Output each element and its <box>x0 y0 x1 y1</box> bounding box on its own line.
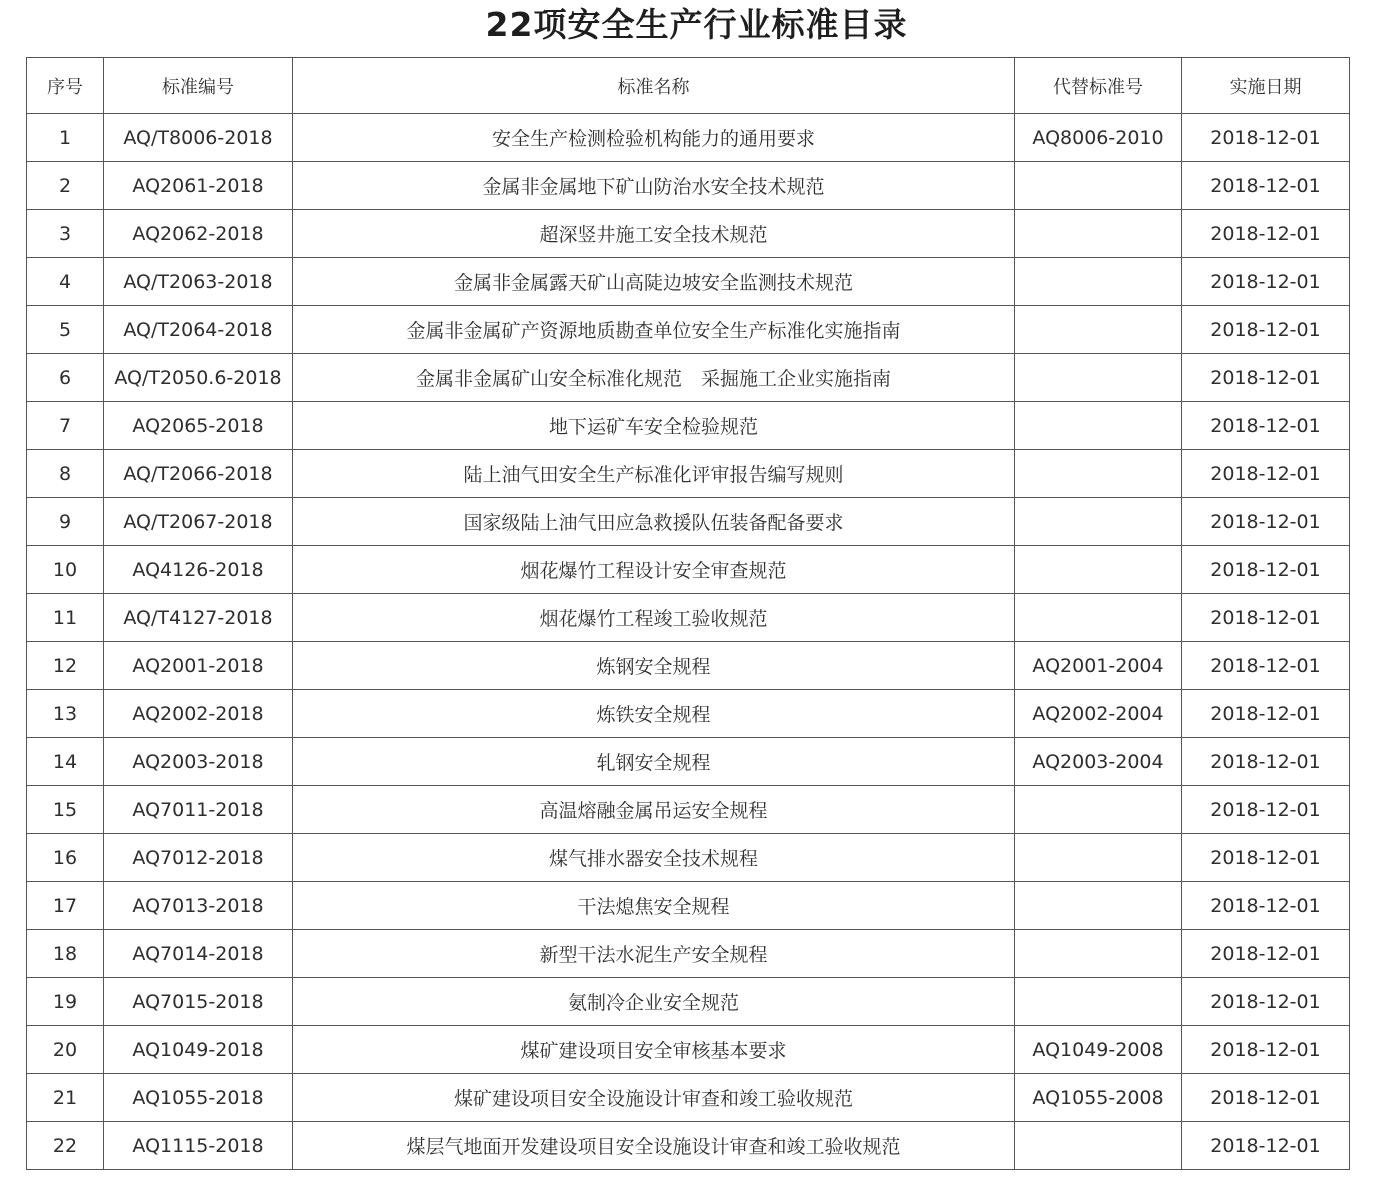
cell-effective-date: 2018-12-01 <box>1182 834 1350 882</box>
cell-standard-number: AQ7014-2018 <box>104 930 293 978</box>
table-row <box>27 882 1350 930</box>
cell-replaced-standard: AQ2003-2004 <box>1015 738 1182 786</box>
cell-effective-date: 2018-12-01 <box>1182 1122 1350 1170</box>
cell-effective-date: 2018-12-01 <box>1182 690 1350 738</box>
cell-standard-number: AQ2003-2018 <box>104 738 293 786</box>
table-row <box>27 642 1350 690</box>
cell-effective-date: 2018-12-01 <box>1182 546 1350 594</box>
cell-standard-number: AQ/T8006-2018 <box>104 114 293 162</box>
cell-standard-number: AQ/T2063-2018 <box>104 258 293 306</box>
cell-replaced-standard <box>1015 834 1182 882</box>
header-replaced-standard: 代替标准号 <box>1015 58 1182 114</box>
cell-standard-name: 超深竖井施工安全技术规范 <box>293 210 1015 258</box>
cell-effective-date: 2018-12-01 <box>1182 882 1350 930</box>
cell-replaced-standard <box>1015 594 1182 642</box>
cell-index: 2 <box>27 162 104 210</box>
cell-replaced-standard: AQ2002-2004 <box>1015 690 1182 738</box>
cell-index: 16 <box>27 834 104 882</box>
cell-index: 13 <box>27 690 104 738</box>
cell-index: 20 <box>27 1026 104 1074</box>
cell-standard-name: 金属非金属地下矿山防治水安全技术规范 <box>293 162 1015 210</box>
table-row <box>27 546 1350 594</box>
cell-standard-number: AQ2065-2018 <box>104 402 293 450</box>
table-row <box>27 498 1350 546</box>
cell-standard-number: AQ2062-2018 <box>104 210 293 258</box>
cell-replaced-standard: AQ1049-2008 <box>1015 1026 1182 1074</box>
cell-standard-name: 高温熔融金属吊运安全规程 <box>293 786 1015 834</box>
cell-standard-name: 炼铁安全规程 <box>293 690 1015 738</box>
cell-standard-number: AQ7011-2018 <box>104 786 293 834</box>
page-title: 22项安全生产行业标准目录 <box>485 5 908 44</box>
table-row <box>27 930 1350 978</box>
table-row <box>27 690 1350 738</box>
table-row <box>27 162 1350 210</box>
cell-replaced-standard <box>1015 162 1182 210</box>
cell-standard-name: 煤气排水器安全技术规程 <box>293 834 1015 882</box>
cell-index: 5 <box>27 306 104 354</box>
table-row <box>27 450 1350 498</box>
cell-standard-number: AQ1049-2018 <box>104 1026 293 1074</box>
cell-standard-number: AQ2001-2018 <box>104 642 293 690</box>
table-row <box>27 402 1350 450</box>
cell-effective-date: 2018-12-01 <box>1182 162 1350 210</box>
table-row <box>27 114 1350 162</box>
cell-replaced-standard <box>1015 306 1182 354</box>
header-standard-number: 标准编号 <box>104 58 293 114</box>
cell-effective-date: 2018-12-01 <box>1182 450 1350 498</box>
cell-index: 15 <box>27 786 104 834</box>
cell-replaced-standard <box>1015 354 1182 402</box>
cell-standard-number: AQ4126-2018 <box>104 546 293 594</box>
cell-standard-name: 地下运矿车安全检验规范 <box>293 402 1015 450</box>
cell-standard-number: AQ7013-2018 <box>104 882 293 930</box>
cell-replaced-standard <box>1015 258 1182 306</box>
cell-effective-date: 2018-12-01 <box>1182 402 1350 450</box>
cell-replaced-standard <box>1015 546 1182 594</box>
table-row <box>27 1122 1350 1170</box>
cell-index: 17 <box>27 882 104 930</box>
cell-effective-date: 2018-12-01 <box>1182 1026 1350 1074</box>
cell-standard-name: 金属非金属矿山安全标准化规范 采掘施工企业实施指南 <box>293 354 1015 402</box>
cell-replaced-standard <box>1015 210 1182 258</box>
table-row <box>27 306 1350 354</box>
cell-standard-name: 金属非金属露天矿山高陡边坡安全监测技术规范 <box>293 258 1015 306</box>
cell-effective-date: 2018-12-01 <box>1182 642 1350 690</box>
cell-index: 11 <box>27 594 104 642</box>
cell-standard-name: 金属非金属矿产资源地质勘查单位安全生产标准化实施指南 <box>293 306 1015 354</box>
table-row <box>27 210 1350 258</box>
cell-effective-date: 2018-12-01 <box>1182 354 1350 402</box>
cell-effective-date: 2018-12-01 <box>1182 738 1350 786</box>
table-row <box>27 354 1350 402</box>
cell-standard-number: AQ/T2067-2018 <box>104 498 293 546</box>
table-row <box>27 978 1350 1026</box>
table-row <box>27 258 1350 306</box>
cell-effective-date: 2018-12-01 <box>1182 306 1350 354</box>
table-row <box>27 834 1350 882</box>
cell-standard-number: AQ1055-2018 <box>104 1074 293 1122</box>
header-standard-name: 标准名称 <box>293 58 1015 114</box>
cell-replaced-standard <box>1015 978 1182 1026</box>
cell-effective-date: 2018-12-01 <box>1182 978 1350 1026</box>
cell-effective-date: 2018-12-01 <box>1182 210 1350 258</box>
cell-index: 4 <box>27 258 104 306</box>
cell-effective-date: 2018-12-01 <box>1182 258 1350 306</box>
table-row <box>27 594 1350 642</box>
cell-standard-name: 氨制冷企业安全规范 <box>293 978 1015 1026</box>
header-effective-date: 实施日期 <box>1182 58 1350 114</box>
cell-index: 10 <box>27 546 104 594</box>
cell-standard-name: 煤层气地面开发建设项目安全设施设计审查和竣工验收规范 <box>293 1122 1015 1170</box>
cell-effective-date: 2018-12-01 <box>1182 594 1350 642</box>
cell-index: 7 <box>27 402 104 450</box>
cell-standard-number: AQ/T2064-2018 <box>104 306 293 354</box>
table-row <box>27 1074 1350 1122</box>
cell-standard-name: 煤矿建设项目安全设施设计审查和竣工验收规范 <box>293 1074 1015 1122</box>
cell-standard-name: 国家级陆上油气田应急救援队伍装备配备要求 <box>293 498 1015 546</box>
cell-standard-number: AQ2061-2018 <box>104 162 293 210</box>
table-row <box>27 786 1350 834</box>
cell-replaced-standard: AQ8006-2010 <box>1015 114 1182 162</box>
cell-index: 21 <box>27 1074 104 1122</box>
table-row <box>27 738 1350 786</box>
cell-index: 14 <box>27 738 104 786</box>
cell-index: 19 <box>27 978 104 1026</box>
cell-index: 6 <box>27 354 104 402</box>
cell-replaced-standard <box>1015 930 1182 978</box>
cell-index: 1 <box>27 114 104 162</box>
cell-standard-name: 干法熄焦安全规程 <box>293 882 1015 930</box>
cell-standard-name: 煤矿建设项目安全审核基本要求 <box>293 1026 1015 1074</box>
cell-standard-number: AQ2002-2018 <box>104 690 293 738</box>
cell-index: 12 <box>27 642 104 690</box>
cell-standard-number: AQ/T4127-2018 <box>104 594 293 642</box>
cell-index: 8 <box>27 450 104 498</box>
standards-table <box>26 57 1350 1170</box>
cell-index: 3 <box>27 210 104 258</box>
cell-standard-name: 新型干法水泥生产安全规程 <box>293 930 1015 978</box>
cell-replaced-standard: AQ1055-2008 <box>1015 1074 1182 1122</box>
cell-replaced-standard: AQ2001-2004 <box>1015 642 1182 690</box>
cell-index: 18 <box>27 930 104 978</box>
cell-effective-date: 2018-12-01 <box>1182 114 1350 162</box>
cell-replaced-standard <box>1015 1122 1182 1170</box>
cell-standard-name: 烟花爆竹工程设计安全审查规范 <box>293 546 1015 594</box>
table-row <box>27 1026 1350 1074</box>
cell-effective-date: 2018-12-01 <box>1182 498 1350 546</box>
cell-standard-number: AQ/T2066-2018 <box>104 450 293 498</box>
cell-standard-number: AQ7012-2018 <box>104 834 293 882</box>
cell-replaced-standard <box>1015 450 1182 498</box>
cell-standard-number: AQ7015-2018 <box>104 978 293 1026</box>
cell-index: 9 <box>27 498 104 546</box>
header-index: 序号 <box>27 58 104 114</box>
cell-effective-date: 2018-12-01 <box>1182 1074 1350 1122</box>
cell-effective-date: 2018-12-01 <box>1182 930 1350 978</box>
cell-standard-number: AQ1115-2018 <box>104 1122 293 1170</box>
cell-replaced-standard <box>1015 402 1182 450</box>
cell-standard-name: 烟花爆竹工程竣工验收规范 <box>293 594 1015 642</box>
cell-standard-name: 炼钢安全规程 <box>293 642 1015 690</box>
cell-standard-name: 轧钢安全规程 <box>293 738 1015 786</box>
cell-standard-name: 陆上油气田安全生产标准化评审报告编写规则 <box>293 450 1015 498</box>
cell-standard-name: 安全生产检测检验机构能力的通用要求 <box>293 114 1015 162</box>
cell-replaced-standard <box>1015 498 1182 546</box>
cell-replaced-standard <box>1015 882 1182 930</box>
cell-replaced-standard <box>1015 786 1182 834</box>
cell-index: 22 <box>27 1122 104 1170</box>
cell-effective-date: 2018-12-01 <box>1182 786 1350 834</box>
table-header-row <box>27 58 1350 114</box>
cell-standard-number: AQ/T2050.6-2018 <box>104 354 293 402</box>
